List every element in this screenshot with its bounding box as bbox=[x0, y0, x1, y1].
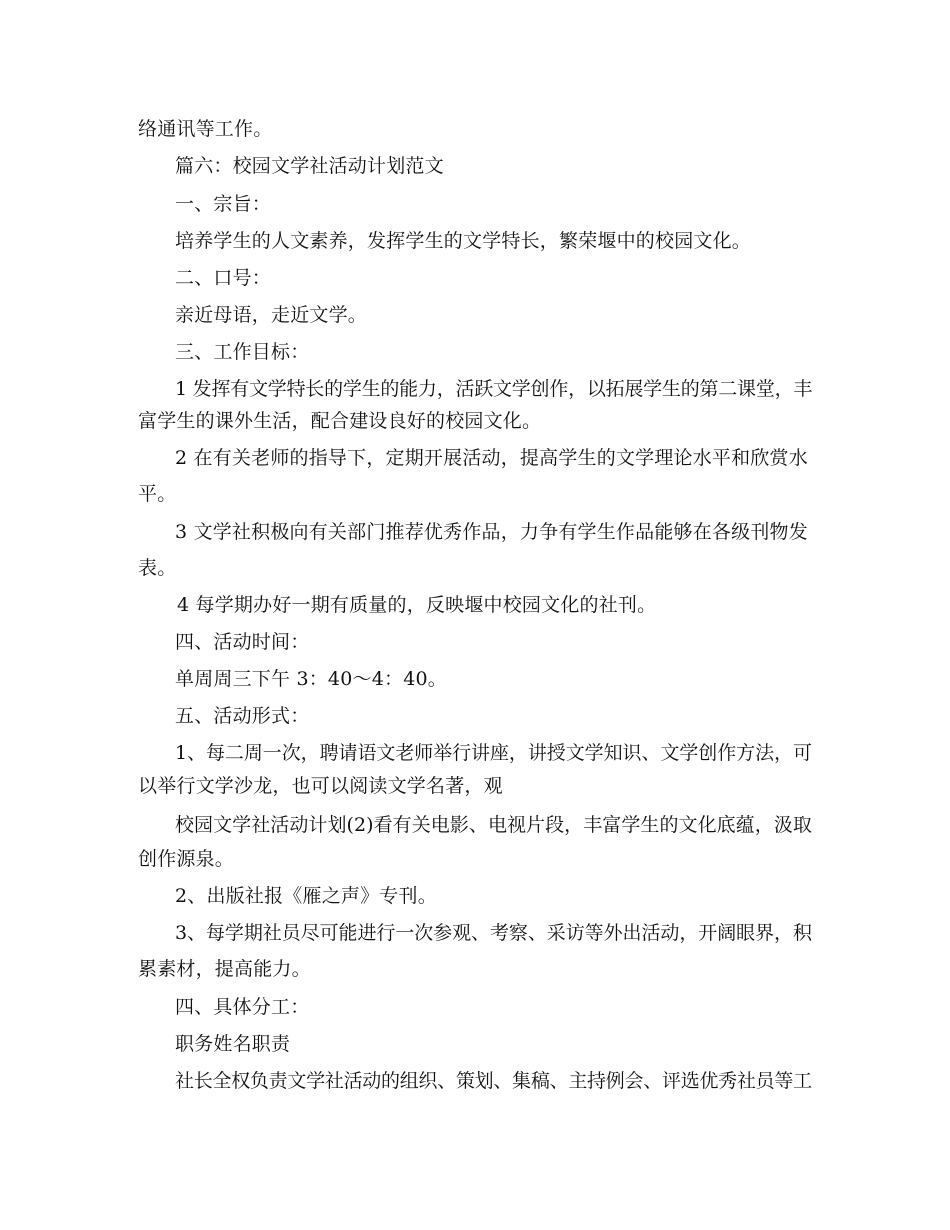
text-line: 平。 bbox=[138, 483, 177, 505]
text-line: 以举行文学沙龙，也可以阅读文学名著，观 bbox=[138, 775, 503, 797]
heading-goals: 三、工作目标： bbox=[175, 341, 310, 363]
text-line: 2、出版社报《雁之声》专刊。 bbox=[175, 885, 437, 907]
text-line: 社长全权负责文学社活动的组织、策划、集稿、主持例会、评选优秀社员等工 bbox=[175, 1070, 812, 1092]
text-line: 校园文学社活动计划(2)看有关电影、电视片段，丰富学生的文化底蕴，汲取 bbox=[175, 814, 812, 836]
text-line: 3 文学社积极向有关部门推荐优秀作品，力争有学生作品能够在各级刊物发 bbox=[175, 521, 808, 543]
text-line: 表。 bbox=[138, 557, 177, 579]
text-line: 单周周三下午 3：40～4：40。 bbox=[175, 668, 447, 690]
text-line: 3、每学期社员尽可能进行一次参观、考察、采访等外出活动，开阔眼界，积 bbox=[175, 922, 812, 944]
heading-division: 四、具体分工： bbox=[175, 996, 310, 1018]
text-line: 累素材，提高能力。 bbox=[138, 958, 311, 980]
heading-purpose: 一、宗旨： bbox=[175, 193, 272, 215]
text-line: 4 每学期办好一期有质量的，反映堰中校园文化的社刊。 bbox=[177, 594, 657, 616]
heading-format: 五、活动形式： bbox=[175, 705, 310, 727]
text-line: 2 在有关老师的指导下，定期开展活动，提高学生的文学理论水平和欣赏水 bbox=[175, 447, 808, 469]
text-line: 创作源泉。 bbox=[138, 848, 235, 870]
section-title: 篇六：校园文学社活动计划范文 bbox=[175, 155, 444, 177]
text-line: 1、每二周一次，聘请语文老师举行讲座，讲授文学知识、文学创作方法，可 bbox=[175, 742, 812, 764]
heading-time: 四、活动时间： bbox=[175, 631, 310, 653]
heading-slogan: 二、口号： bbox=[175, 267, 272, 289]
table-header-line: 职务姓名职责 bbox=[175, 1033, 291, 1055]
text-line: 络通讯等工作。 bbox=[138, 118, 273, 140]
text-line: 富学生的课外生活，配合建设良好的校园文化。 bbox=[138, 410, 542, 432]
text-line: 1 发挥有文学特长的学生的能力，活跃文学创作，以拓展学生的第二课堂，丰 bbox=[175, 378, 813, 400]
text-line: 培养学生的人文素养，发挥学生的文学特长，繁荣堰中的校园文化。 bbox=[175, 230, 752, 252]
text-line: 亲近母语，走近文学。 bbox=[175, 304, 368, 326]
